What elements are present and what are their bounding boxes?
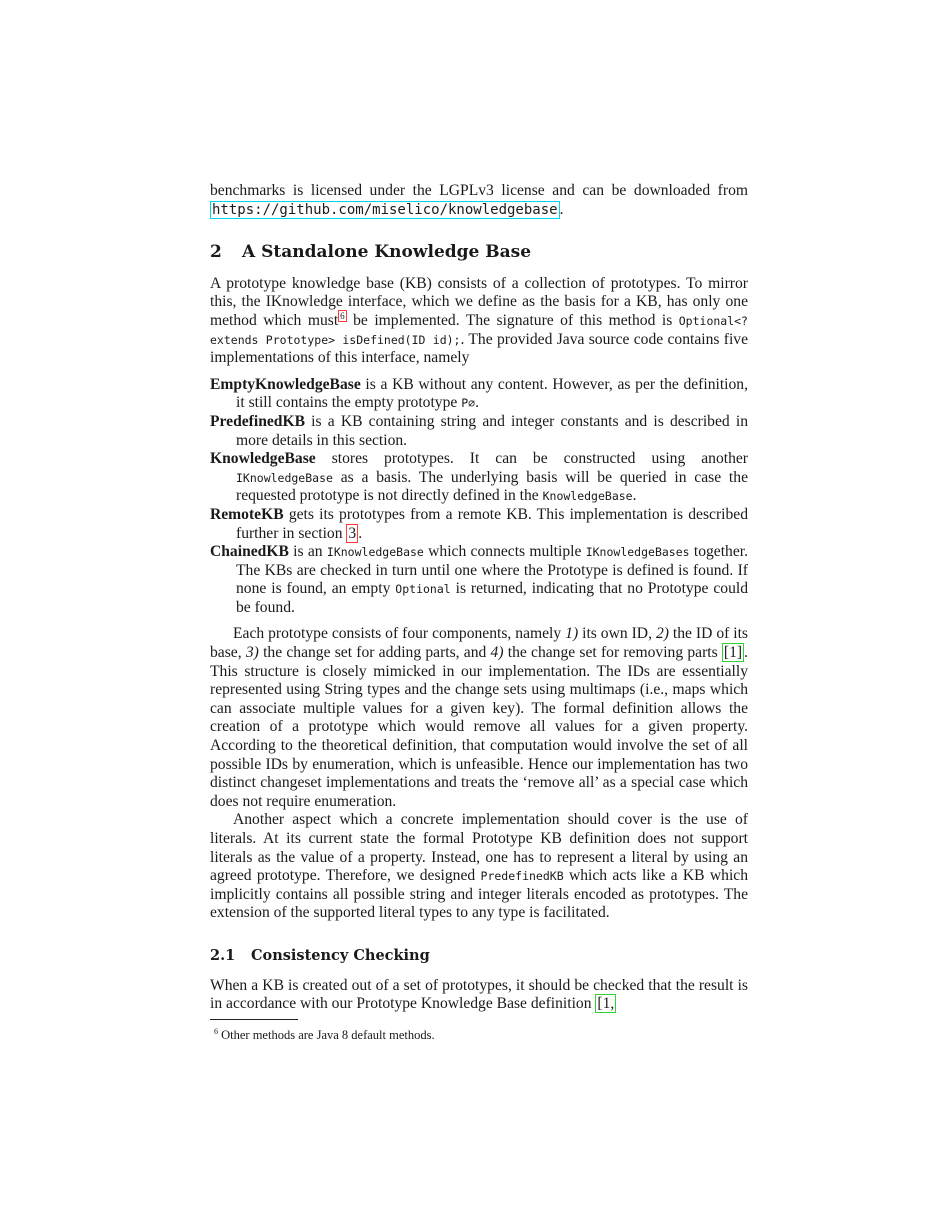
list-item-knowledgebase: KnowledgeBase stores prototypes. It can be constructed using another IKnowledgeBase as a basis. The underlying basis will be queried in case the requested prototype is not directly defined in the KnowledgeBase. xyxy=(210,450,748,505)
section-paragraph-1: A prototype knowledge base (KB) consists of a collection of prototypes. To mirror this, the IKnowledge interface, which we define as the basis for a KB, has only one method which must $^6$ be implemented. The signature of this method is Optional<? extends Prototype> isDefined(ID id);. The provided Java source code contains five implementations of this interface, namely xyxy=(210,274,748,367)
definition-term: ChainedKB xyxy=(210,543,289,561)
subsection-paragraph-1: When a KB is created out of a set of prototypes, it should be checked that the result is in accordance with our Prototype Knowledge Base definition [1, xyxy=(210,976,748,1013)
list-item-remotekb: RemoteKB gets its prototypes from a remote KB. This implementation is described further in section 3 . xyxy=(210,505,748,542)
definition-term: RemoteKB xyxy=(210,505,284,523)
citation-link[interactable]: [1] xyxy=(723,644,743,662)
list-item-chainedkb: ChainedKB is an IKnowledgeBase which connects multiple IKnowledgeBases together. The KBs are checked in turn until one where the Prototype is defined is found. If none is found, an empty Optional is returned, indicating that no Prototype could be found. xyxy=(210,543,748,616)
section-ref-link[interactable]: 3 xyxy=(348,524,357,542)
footnote-text: Other methods are Java 8 default methods. xyxy=(221,1027,435,1042)
implementation-list xyxy=(210,376,748,618)
predefinedkb-code: PredefinedKB xyxy=(480,869,564,884)
definition-term: KnowledgeBase xyxy=(210,450,316,468)
section-number: 2 xyxy=(210,242,222,263)
subsection-title: Consistency Checking xyxy=(251,946,430,964)
list-item-emptyknowledgebase: EmptyKnowledgeBase is a KB without any content. However, as per the definition, it still contains the empty prototype P∅. xyxy=(210,375,748,412)
intro-paragraph: benchmarks is licensed under the LGPLv3 license and can be downloaded from https://github.com/miselico/knowledgebase . xyxy=(210,182,748,218)
section-paragraph-2: Each prototype consists of four components, namely 1) its own ID, 2) the ID of its base, 3) the change set for adding parts, and 4) the change set for removing parts [1] . This structure is closely mimicked in our implementation. The IDs are essentially represented using String types and the change sets using multimaps (i.e., maps which can associate multiple values for a given key). The formal definition allows the creation of a prototype which would remove all values for a given property. According to the theoretical definition, that computation would involve the set of all possible IDs by enumeration, which is unfeasible. Hence our implementation has two distinct changeset implementations and treats the ‘remove all’ as a special case which does not require enumeration. xyxy=(210,625,748,810)
footnote-link[interactable]: 6 xyxy=(340,310,345,321)
footnote-rule xyxy=(210,1019,298,1020)
list-item-predefinedkb: PredefinedKB is a KB containing string and integer constants and is described in more details in this section. xyxy=(210,412,748,449)
section-paragraph-3: Another aspect which a concrete implementation should cover is the use of literals. At its current state the formal Prototype KB definition does not support literals as the value of a property. Instead, one has to represent a literal by using an agreed prototype. Therefore, we designed PredefinedKB which acts like a KB which implicitly contains all possible string and integer literals encoded as prototypes. The extension of the supported literal types to any type is facilitated. xyxy=(210,811,748,922)
definition-term: EmptyKnowledgeBase xyxy=(210,375,361,393)
subsection-heading xyxy=(210,947,748,966)
citation-link[interactable]: [1, xyxy=(597,995,615,1013)
section-heading xyxy=(210,243,748,262)
method-signature-code: Optional<? extends Prototype> isDefined(ID id); xyxy=(210,313,748,347)
footnote-mark: 6 xyxy=(214,1026,218,1036)
intro-text: benchmarks is licensed under the LGPLv3 license and can be downloaded from xyxy=(210,182,748,199)
definition-term: PredefinedKB xyxy=(210,412,306,430)
subsection-number: 2.1 xyxy=(210,946,236,964)
page-content xyxy=(210,182,748,1043)
footnote xyxy=(210,1024,748,1043)
section-title: A Standalone Knowledge Base xyxy=(242,242,532,263)
github-link[interactable]: https://github.com/miselico/knowledgebase xyxy=(212,201,558,218)
